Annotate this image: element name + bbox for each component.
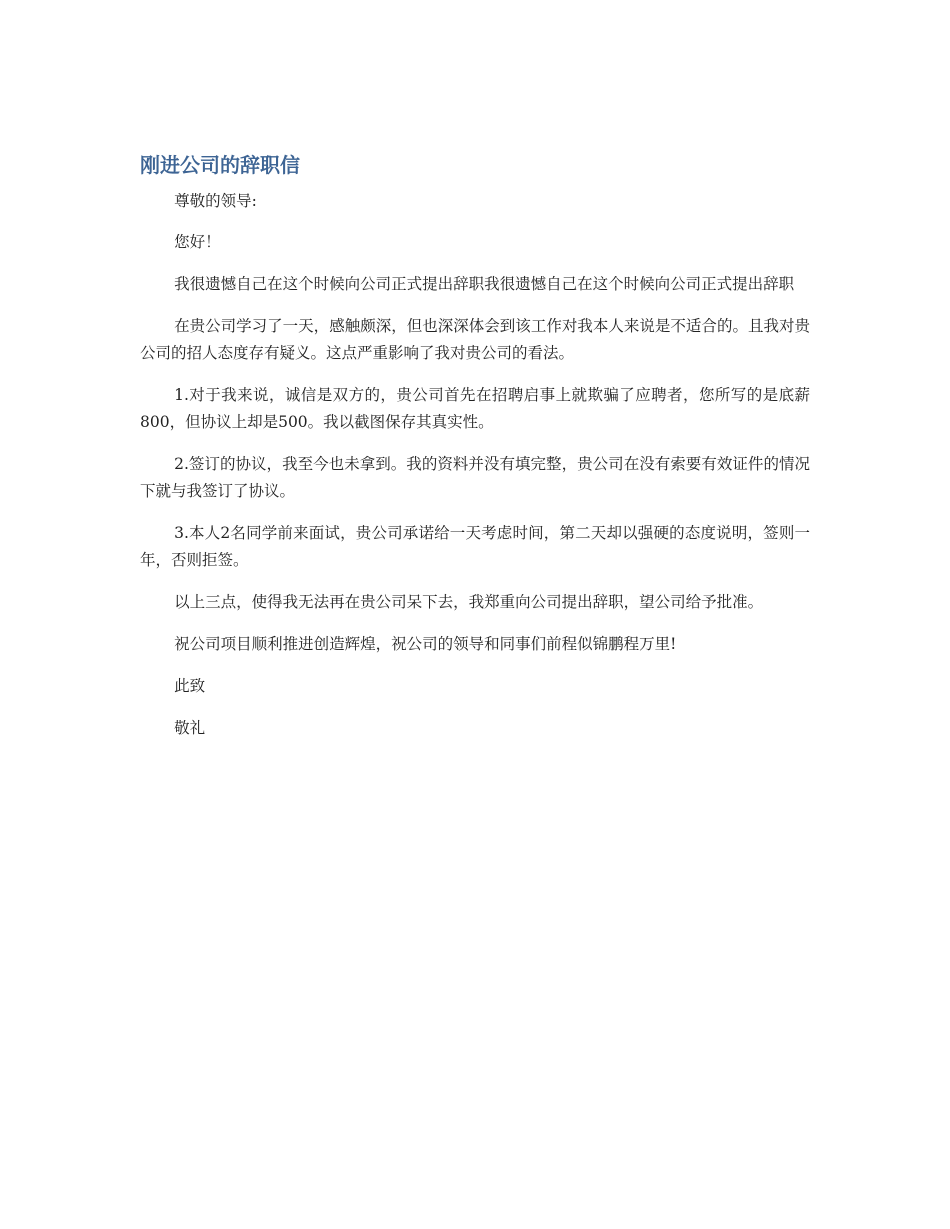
- reason-paragraph: 在贵公司学习了一天，感触颇深，但也深深体会到该工作对我本人来说是不适合的。且我对贵公司的招人态度存有疑义。这点严重影响了我对贵公司的看法。: [140, 317, 810, 362]
- closing-jingli: 敬礼: [174, 719, 206, 737]
- document-title: 刚进公司的辞职信: [140, 153, 300, 177]
- point-2-paragraph: 2.签订的协议，我至今也未拿到。我的资料并没有填完整，贵公司在没有索要有效证件的情况下就与我签订了协议。: [140, 455, 810, 500]
- intro-paragraph: 我很遗憾自己在这个时候向公司正式提出辞职我很遗憾自己在这个时候向公司正式提出辞职: [174, 275, 795, 293]
- greeting: 您好！: [174, 233, 221, 251]
- point-1-paragraph: 1.对于我来说，诚信是双方的，贵公司首先在招聘启事上就欺骗了应聘者，您所写的是底薪800，但协议上却是500。我以截图保存其真实性。: [140, 386, 810, 431]
- salutation: 尊敬的领导:: [174, 192, 257, 210]
- point-3-paragraph: 3.本人2名同学前来面试，贵公司承诺给一天考虑时间，第二天却以强硬的态度说明，签则一年，否则拒签。: [140, 524, 810, 569]
- conclusion-paragraph: 以上三点，使得我无法再在贵公司呆下去，我郑重向公司提出辞职，望公司给予批准。: [174, 593, 764, 611]
- closing-cizhi: 此致: [174, 677, 206, 695]
- document-body: [140, 150, 810, 757]
- wishes-paragraph: 祝公司项目顺利推进创造辉煌，祝公司的领导和同事们前程似锦鹏程万里!: [174, 635, 677, 653]
